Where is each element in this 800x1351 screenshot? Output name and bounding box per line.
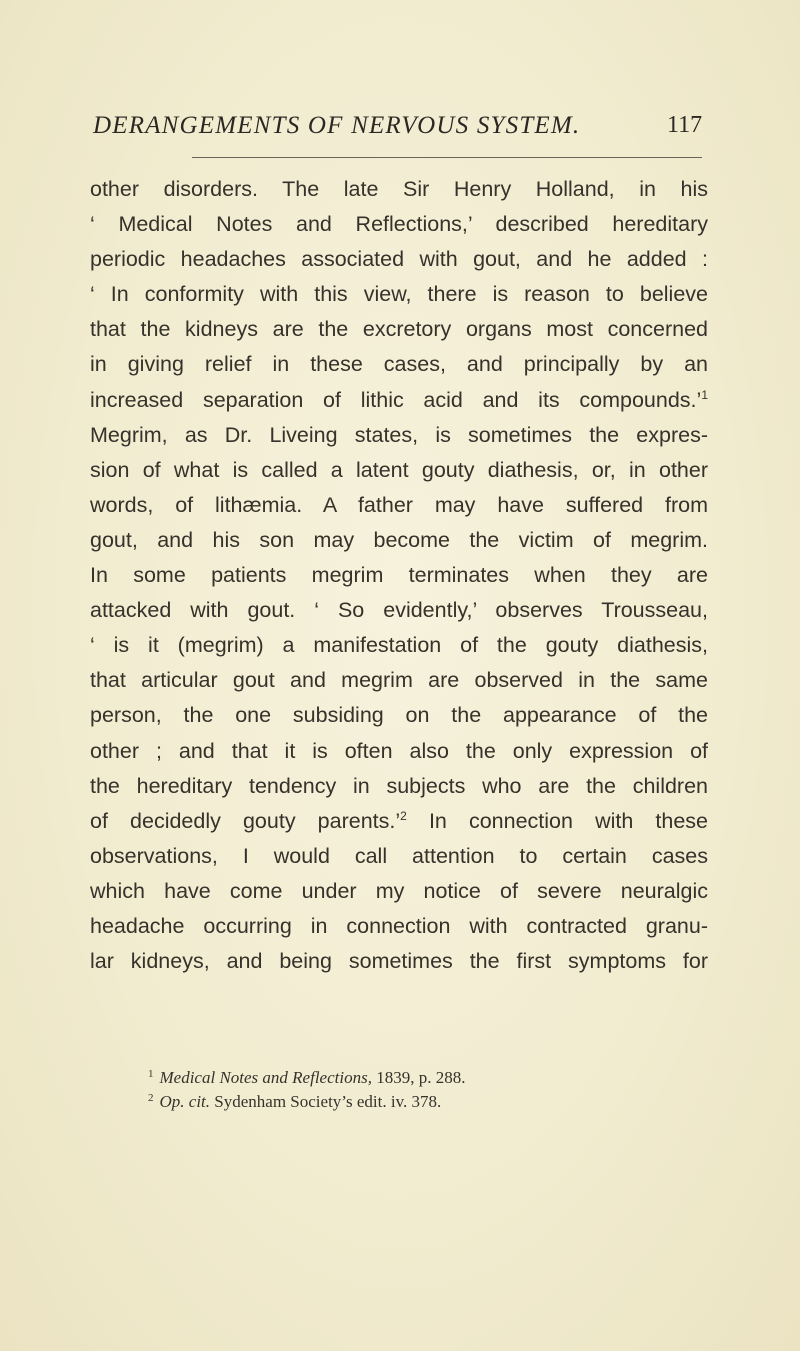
footnote-ref-2: 2	[400, 808, 407, 823]
footnote-mark: 2	[148, 1092, 154, 1104]
footnote-ref-1: 1	[701, 387, 708, 402]
text-line: other disorders. The late Sir Henry Holland, in his	[90, 177, 708, 201]
text-line: that articular gout and megrim are observed in the same	[90, 668, 708, 693]
footnote-italic-title: Medical Notes and Reflections,	[159, 1068, 372, 1087]
footnotes	[148, 1062, 708, 1110]
footnote-italic-title: Op. cit.	[159, 1092, 211, 1111]
text-line: sion of what is called a latent gouty diathesis, or, in other	[90, 457, 708, 482]
text-line	[90, 804, 708, 839]
text-line: periodic headaches associated with gout, and he added :	[90, 247, 708, 272]
text-line: headache occurring in connection with contracted granu-	[90, 913, 708, 938]
text-line: person, the one subsiding on the appearance of the	[90, 703, 708, 728]
text-line: ‘ is it (megrim) a manifestation of the gouty diathesis,	[90, 633, 708, 658]
text-line-content: of decidedly gouty parents.’	[90, 808, 401, 833]
text-line-content: increased separation of lithic acid and its compounds.’	[90, 387, 702, 412]
text-line: attacked with gout. ‘ So evidently,’ observes Trousseau,	[90, 598, 708, 623]
body-text	[90, 172, 708, 979]
text-line: words, of lithæmia. A father may have suffered from	[90, 492, 708, 517]
running-head-title: DERANGEMENTS OF NERVOUS SYSTEM.	[93, 112, 581, 139]
text-line: which have come under my notice of severe neuralgic	[90, 878, 708, 903]
footnote-text: Sydenham Society’s edit. iv. 378.	[210, 1092, 442, 1111]
text-line: In some patients megrim terminates when they are	[90, 563, 708, 588]
footnote-2	[148, 1086, 708, 1110]
text-line: ‘ In conformity with this view, there is reason to believe	[90, 282, 708, 307]
text-line: that the kidneys are the excretory organs most concerned	[90, 317, 708, 342]
text-line-content: In connection with these	[428, 808, 708, 833]
text-line: ‘ Medical Notes and Reflections,’ described hereditary	[90, 212, 708, 237]
text-line: gout, and his son may become the victim of megrim.	[90, 527, 708, 552]
page-number: 117	[667, 112, 703, 138]
footnote-1	[148, 1062, 708, 1086]
running-head	[93, 112, 713, 148]
text-line: Megrim, as Dr. Liveing states, is sometimes the expres-	[90, 422, 708, 447]
header-rule	[192, 157, 702, 158]
text-line: other ; and that it is often also the only expression of	[90, 738, 708, 763]
text-line: the hereditary tendency in subjects who are the children	[90, 773, 708, 798]
footnote-mark: 1	[148, 1068, 154, 1080]
text-line: in giving relief in these cases, and principally by an	[90, 352, 708, 377]
text-line	[90, 383, 708, 418]
footnote-text: 1839, p. 288.	[371, 1068, 466, 1087]
text-line: observations, I would call attention to certain cases	[90, 843, 708, 868]
text-line: lar kidneys, and being sometimes the first symptoms for	[90, 949, 708, 974]
